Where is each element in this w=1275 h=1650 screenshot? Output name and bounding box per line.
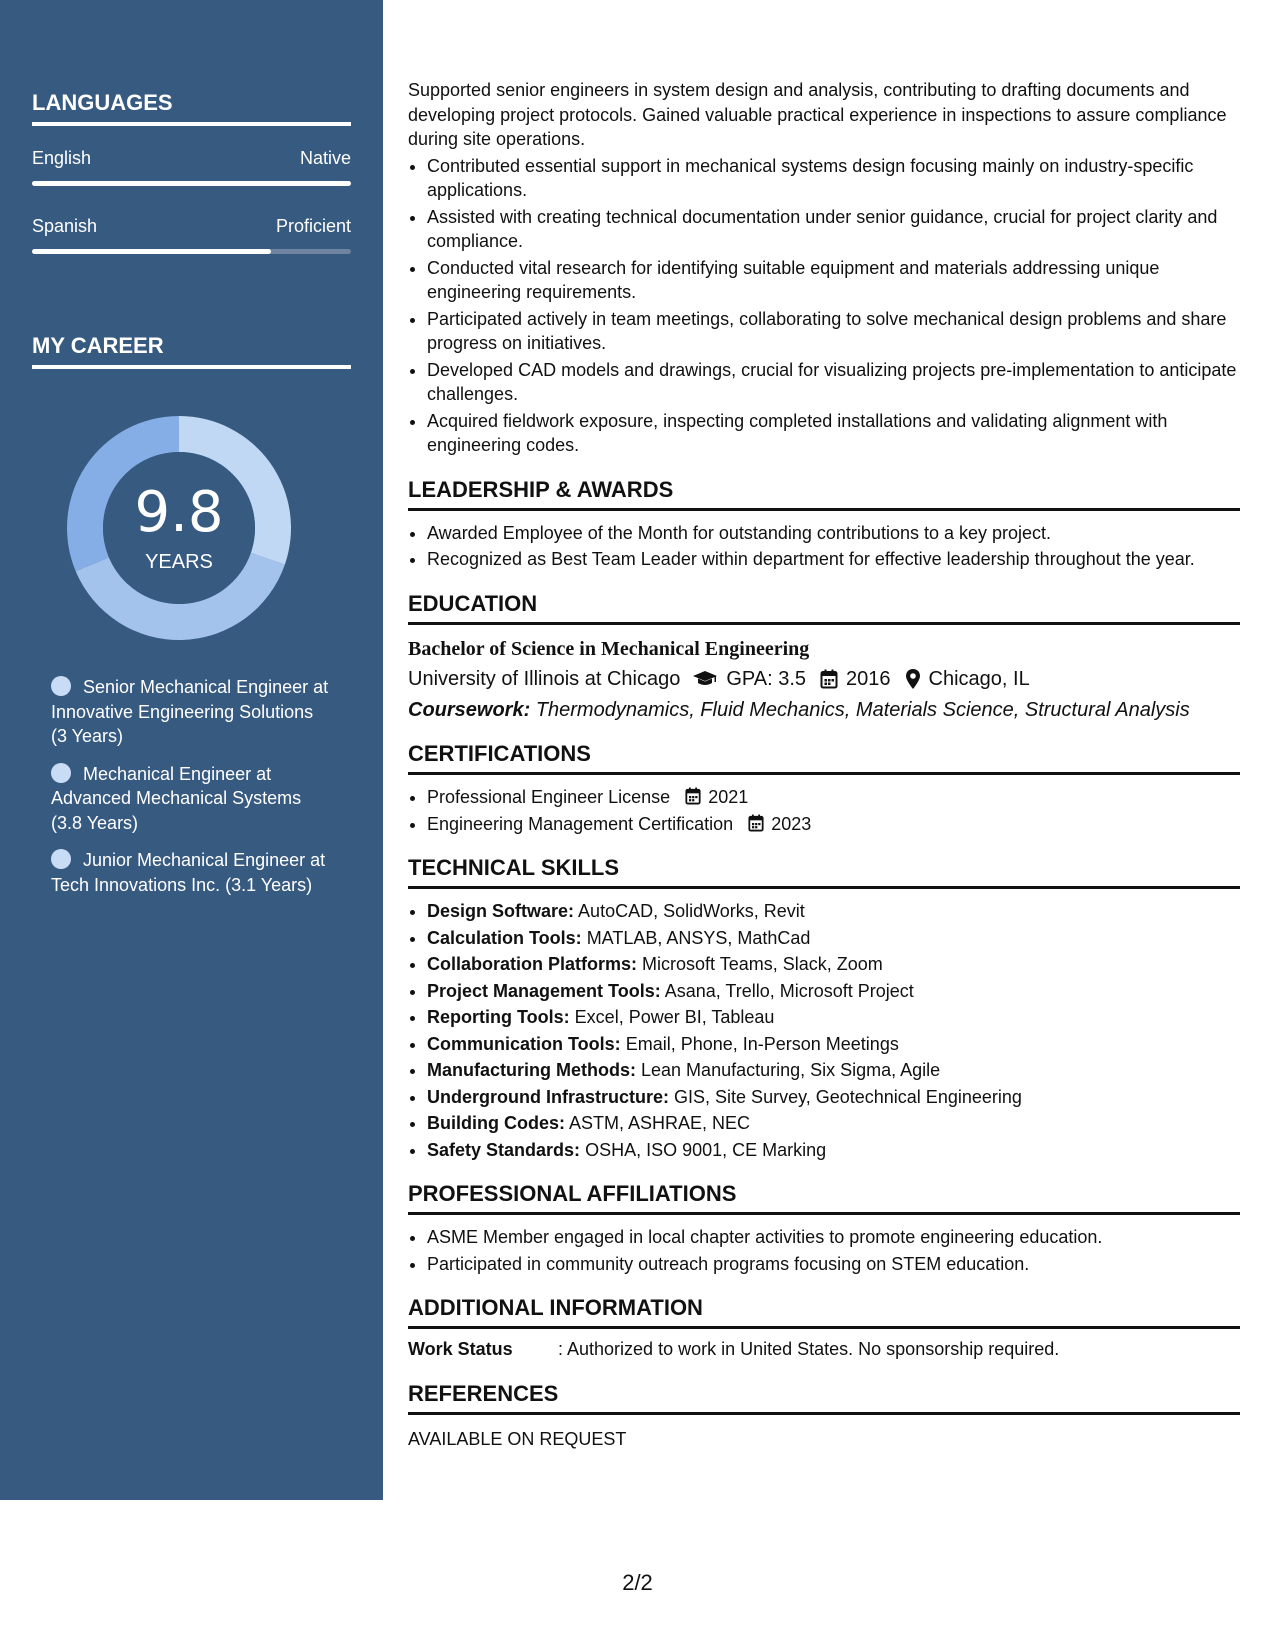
calendar-icon <box>685 787 701 805</box>
career-item: Junior Mechanical Engineer at Tech Innovations Inc. (3.1 Years) <box>51 850 326 895</box>
certifications-heading: CERTIFICATIONS <box>408 740 1240 775</box>
bullet-dot-icon <box>51 849 71 869</box>
bullet-dot-icon <box>51 676 71 696</box>
map-pin-icon <box>905 668 921 690</box>
school-name: University of Illinois at Chicago <box>408 668 681 690</box>
work-status-value: : Authorized to work in United States. No sponsorship required. <box>558 1339 1060 1359</box>
leadership-section <box>408 476 1240 572</box>
certification-year: 2021 <box>708 787 749 807</box>
language-level: Proficient <box>275 216 351 236</box>
skill-item: • Design Software: AutoCAD, SolidWorks, Revit <box>427 899 1240 924</box>
languages-heading: LANGUAGES <box>32 90 351 126</box>
references-section <box>408 1380 1240 1452</box>
coursework-list: Thermodynamics, Fluid Mechanics, Materials Science, Structural Analysis <box>535 698 1190 721</box>
language-bar-fill <box>32 181 351 186</box>
languages-section <box>32 90 351 254</box>
work-status-row <box>408 1337 1240 1362</box>
language-name: Spanish <box>32 216 98 236</box>
certification-year: 2023 <box>771 813 812 834</box>
affiliation-item: • Participated in community outreach programs focusing on STEM education. <box>427 1252 1240 1277</box>
skills-heading: TECHNICAL SKILLS <box>408 854 1240 889</box>
skill-item: • Communication Tools: Email, Phone, In-Person Meetings <box>427 1032 1240 1057</box>
award-item: • Awarded Employee of the Month for outstanding contributions to a key project. <box>427 521 1240 546</box>
skill-item: • Manufacturing Methods: Lean Manufacturing, Six Sigma, Agile <box>427 1058 1240 1083</box>
experience-bullet: • Acquired fieldwork exposure, inspecting completed installations and validating alignment with engineering codes. <box>427 409 1240 458</box>
skill-item: • Collaboration Platforms: Microsoft Teams, Slack, Zoom <box>427 952 1240 977</box>
references-text: AVAILABLE ON REQUEST <box>408 1428 627 1449</box>
coursework-label: Coursework: <box>408 698 531 721</box>
career-section <box>32 333 351 369</box>
additional-heading: ADDITIONAL INFORMATION <box>408 1294 1240 1329</box>
skill-item: • Underground Infrastructure: GIS, Site Survey, Geotechnical Engineering <box>427 1085 1240 1110</box>
experience-bullet: • Contributed essential support in mechanical systems design focusing mainly on industry-specific applications. <box>427 154 1240 203</box>
language-bar <box>32 181 351 186</box>
certification-item <box>427 812 1240 837</box>
page-number: 2/2 <box>622 1570 653 1595</box>
calendar-icon <box>748 814 764 832</box>
language-bar <box>32 249 351 254</box>
skill-item: • Safety Standards: OSHA, ISO 9001, CE Marking <box>427 1138 1240 1163</box>
coursework <box>408 698 1240 723</box>
graduation-cap-icon <box>692 670 718 688</box>
skills-section <box>408 854 1240 1162</box>
affiliation-item: • ASME Member engaged in local chapter activities to promote engineering education. <box>427 1225 1240 1250</box>
language-level: Native <box>299 148 351 168</box>
affiliations-heading: PROFESSIONAL AFFILIATIONS <box>408 1180 1240 1215</box>
certifications-section <box>408 740 1240 836</box>
career-total: 9.8 <box>134 480 224 545</box>
certification-name: Professional Engineer License <box>427 787 671 807</box>
experience-bullet: • Conducted vital research for identifying suitable equipment and materials addressing unique engineering requirements. <box>427 256 1240 305</box>
experience-bullet: • Assisted with creating technical documentation under senior guidance, crucial for project clarity and compliance. <box>427 205 1240 254</box>
skill-item: • Reporting Tools: Excel, Power BI, Tableau <box>427 1005 1240 1030</box>
main-content <box>408 78 1240 1451</box>
graduation-year: 2016 <box>846 668 891 690</box>
career-unit: YEARS <box>145 551 213 573</box>
award-item: • Recognized as Best Team Leader within department for effective leadership throughout the year. <box>427 547 1240 572</box>
affiliations-section <box>408 1180 1240 1276</box>
degree-title: Bachelor of Science in Mechanical Engineering <box>408 637 810 660</box>
calendar-icon <box>820 669 838 689</box>
experience-summary: Supported senior engineers in system design and analysis, contributing to drafting documents and developing project protocols. Gained valuable practical experience in inspections to assure compliance during site operations. <box>408 80 1227 149</box>
certification-item <box>427 785 1240 810</box>
experience-bullet: • Participated actively in team meetings, collaborating to solve mechanical design problems and share progress on initiatives. <box>427 307 1240 356</box>
certification-name: Engineering Management Certification <box>427 813 734 834</box>
skill-item: • Project Management Tools: Asana, Trello, Microsoft Project <box>427 979 1240 1004</box>
sidebar <box>0 0 383 1500</box>
leadership-heading: LEADERSHIP & AWARDS <box>408 476 1240 511</box>
experience-section <box>408 78 1240 458</box>
career-heading: MY CAREER <box>32 333 351 369</box>
gpa: GPA: 3.5 <box>726 668 807 690</box>
school-location: Chicago, IL <box>928 668 1030 690</box>
language-spanish <box>32 216 351 254</box>
education-details <box>408 667 1240 692</box>
skill-item: • Calculation Tools: MATLAB, ANSYS, MathCad <box>427 926 1240 951</box>
education-section <box>408 590 1240 723</box>
language-english <box>32 148 351 186</box>
bullet-dot-icon <box>51 763 71 783</box>
career-item: Senior Mechanical Engineer at Innovative Engineering Solutions (3 Years) <box>51 677 329 746</box>
language-bar-fill <box>32 249 271 254</box>
career-list <box>51 675 331 910</box>
education-heading: EDUCATION <box>408 590 1240 625</box>
career-donut <box>66 415 292 641</box>
career-item: Mechanical Engineer at Advanced Mechanical Systems (3.8 Years) <box>51 763 302 833</box>
language-name: English <box>32 148 92 168</box>
skill-item: • Building Codes: ASTM, ASHRAE, NEC <box>427 1111 1240 1136</box>
additional-section <box>408 1294 1240 1362</box>
experience-bullet: • Developed CAD models and drawings, crucial for visualizing projects pre-implementation to anticipate challenges. <box>427 358 1240 407</box>
references-heading: REFERENCES <box>408 1380 1240 1415</box>
work-status-label: Work Status <box>408 1339 513 1359</box>
